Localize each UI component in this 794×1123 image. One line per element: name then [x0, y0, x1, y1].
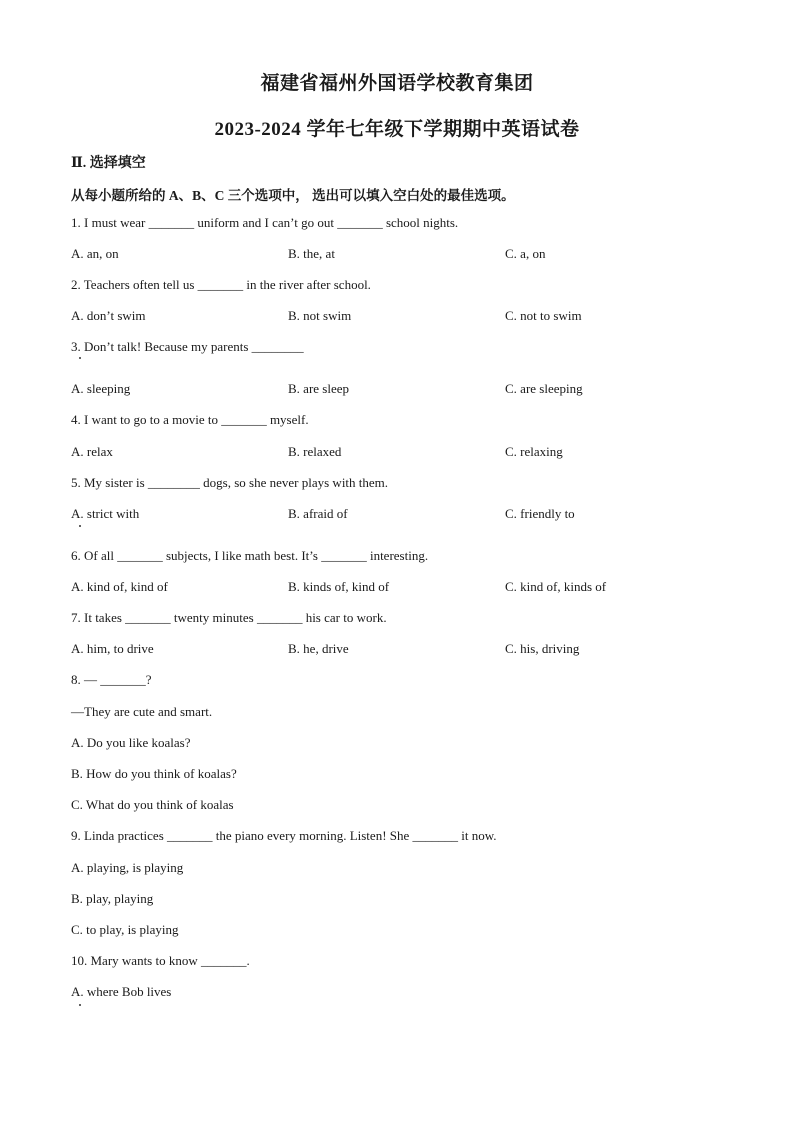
option-c: C. a, on	[505, 246, 546, 261]
option-a: A. where Bob lives	[71, 984, 172, 999]
option-a: A. sleeping	[71, 381, 131, 396]
option-a: A. strict with	[71, 506, 140, 521]
option-a: A. an, on	[71, 246, 119, 261]
option-a: A. Do you like koalas?	[71, 735, 191, 750]
question-10-stem: 10. Mary wants to know _______.	[71, 953, 250, 968]
option-b: B. not swim	[288, 308, 352, 323]
option-b: B. How do you think of koalas?	[71, 766, 237, 781]
section-heading: Ⅱ. 选择填空	[71, 156, 146, 171]
option-a: A. kind of, kind of	[71, 579, 168, 594]
option-b: B. play, playing	[71, 891, 154, 906]
question-8-answer: —They are cute and smart.	[71, 704, 213, 719]
question-1-options	[0, 246, 794, 264]
option-c: C. to play, is playing	[71, 922, 179, 937]
question-2-options	[0, 308, 794, 326]
option-a: A. don’t swim	[71, 308, 146, 323]
question-3-stem: 3. Don’t talk! Because my parents ________	[71, 339, 304, 354]
question-6-stem: 6. Of all _______ subjects, I like math best. It’s _______ interesting.	[71, 548, 429, 563]
stray-dot-mark	[79, 1004, 81, 1006]
option-c: C. are sleeping	[505, 381, 583, 396]
question-7-stem: 7. It takes _______ twenty minutes _______ his car to work.	[71, 610, 387, 625]
option-b: B. afraid of	[288, 506, 348, 521]
stray-dot-mark	[79, 357, 81, 359]
question-2-stem: 2. Teachers often tell us _______ in the river after school.	[71, 277, 371, 292]
question-6-options	[0, 579, 794, 597]
question-9-stem: 9. Linda practices _______ the piano every morning. Listen! She _______ it now.	[71, 828, 497, 843]
option-b: B. the, at	[288, 246, 335, 261]
question-4-options	[0, 444, 794, 462]
option-a: A. playing, is playing	[71, 860, 184, 875]
option-a: A. him, to drive	[71, 641, 154, 656]
question-4-stem: 4. I want to go to a movie to _______ myself.	[71, 412, 309, 427]
option-c: C. his, driving	[505, 641, 580, 656]
option-c: C. relaxing	[505, 444, 563, 459]
option-c: C. friendly to	[505, 506, 575, 521]
question-1-stem: 1. I must wear _______ uniform and I can’t go out _______ school nights.	[71, 215, 459, 230]
option-c: C. not to swim	[505, 308, 582, 323]
exam-title-course: 2023-2024 学年七年级下学期期中英语试卷	[214, 119, 580, 140]
question-5-options	[0, 506, 794, 524]
question-7-options	[0, 641, 794, 659]
option-b: B. kinds of, kind of	[288, 579, 390, 594]
question-3-options	[0, 381, 794, 399]
option-c: C. What do you think of koalas	[71, 797, 234, 812]
option-b: B. he, drive	[288, 641, 349, 656]
question-8-stem: 8. — _______?	[71, 672, 152, 687]
option-b: B. relaxed	[288, 444, 342, 459]
option-b: B. are sleep	[288, 381, 350, 396]
option-a: A. relax	[71, 444, 113, 459]
exam-title-school: 福建省福州外国语学校教育集团	[260, 73, 534, 94]
stray-dot-mark	[79, 525, 81, 527]
option-c: C. kind of, kinds of	[505, 579, 607, 594]
question-5-stem: 5. My sister is ________ dogs, so she never plays with them.	[71, 475, 389, 490]
section-instruction: 从每小题所给的 A、B、C 三个选项中， 选出可以填入空白处的最佳选项。	[71, 188, 515, 203]
